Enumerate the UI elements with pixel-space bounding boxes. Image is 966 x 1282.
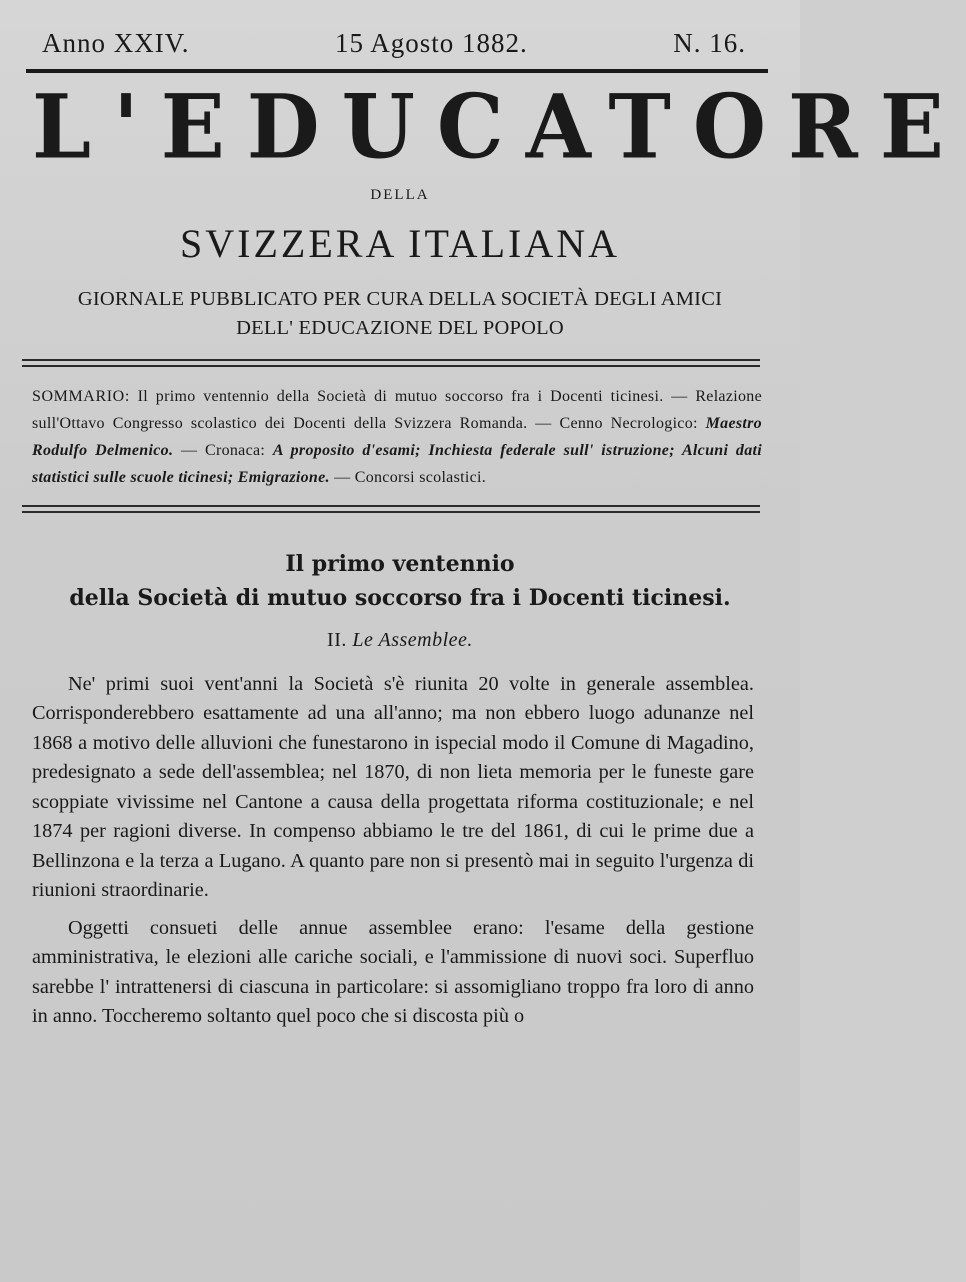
summary-double-rule bbox=[22, 505, 760, 513]
tagline-line-1: GIORNALE PUBBLICATO PER CURA DELLA SOCIETÀ DEGLI AMICI bbox=[77, 288, 723, 311]
masthead-della: DELLA bbox=[370, 187, 430, 204]
masthead-subtitle: SVIZZERA ITALIANA bbox=[180, 221, 620, 267]
summary-part-1: Il primo ventennio della Società di mutuo soccorso fra i Docenti ticinesi. — Relazione sull'Ottavo Congresso scolastico dei Docenti della Svizzera Romanda. — Cenno Necrologico: bbox=[32, 387, 762, 432]
article-paragraph-2: Oggetti consueti delle annue assemblee erano: l'esame della gestione amministrativa, le elezioni alle cariche sociali, e l'ammissione di nuovi soci. Superfluo sarebbe l' intrattenersi di ciascuna in particolare: si assomigliano troppo fra loro di anno in anno. Toccheremo soltanto quel poco che si discosta più o bbox=[32, 916, 754, 1028]
masthead-title: L'EDUCATORE bbox=[32, 74, 966, 179]
masthead-double-rule bbox=[22, 359, 760, 367]
issue-line bbox=[32, 28, 768, 59]
summary-part-2: — Cronaca: bbox=[180, 441, 266, 459]
issue-date: 15 Agosto 1882. bbox=[334, 28, 528, 58]
summary-necro-name: Maestro Rodulfo Delmenico. bbox=[32, 414, 762, 459]
article-paragraph-1: Ne' primi suoi vent'anni la Società s'è riunita 20 volte in generale assemblea. Corrisponderebbero esattamente ad una all'anno; ma non ebbero luogo adunanze nel 1868 a motivo delle alluvioni che funestarono in ispecial modo il Comune di Magadino, predesignato a sede dell'assemblea; nel 1870, di non lieta memoria per le funeste gare scoppiate vivissime nel Cantone a causa della progettata riforma costituzionale; e nel 1874 per ragioni diverse. In compenso abbiamo le tre del 1861, di cui le prime due a Bellinzona e la terza a Lugano. A quanto pare non si presentò mai in seguito l'urgenza di riunioni straordinarie. bbox=[32, 672, 754, 902]
section-title: Le Assemblee. bbox=[352, 628, 473, 651]
tagline-line-2: DELL' EDUCAZIONE DEL POPOLO bbox=[236, 316, 564, 339]
summary-cronaca-items: A proposito d'esami; Inchiesta federale sull' istruzione; Alcuni dati statistici sulle scuole ticinesi; Emigrazione. bbox=[32, 441, 763, 486]
issue-year: Anno XXIV. bbox=[42, 28, 190, 58]
masthead-tagline bbox=[32, 285, 768, 342]
section-heading bbox=[32, 629, 768, 652]
article-title-line-2: della Società di mutuo soccorso fra i Docenti ticinesi. bbox=[69, 584, 731, 611]
article-title bbox=[32, 547, 768, 615]
section-number: II. bbox=[327, 628, 347, 651]
summary-block bbox=[32, 383, 762, 491]
summary-part-3: — Concorsi scolastici. bbox=[334, 468, 487, 486]
article-body bbox=[32, 670, 754, 1032]
summary-label: SOMMARIO: bbox=[32, 387, 130, 405]
header-rule bbox=[26, 69, 768, 73]
article-title-line-1: Il primo ventennio bbox=[285, 550, 515, 577]
issue-number: N. 16. bbox=[673, 28, 746, 58]
